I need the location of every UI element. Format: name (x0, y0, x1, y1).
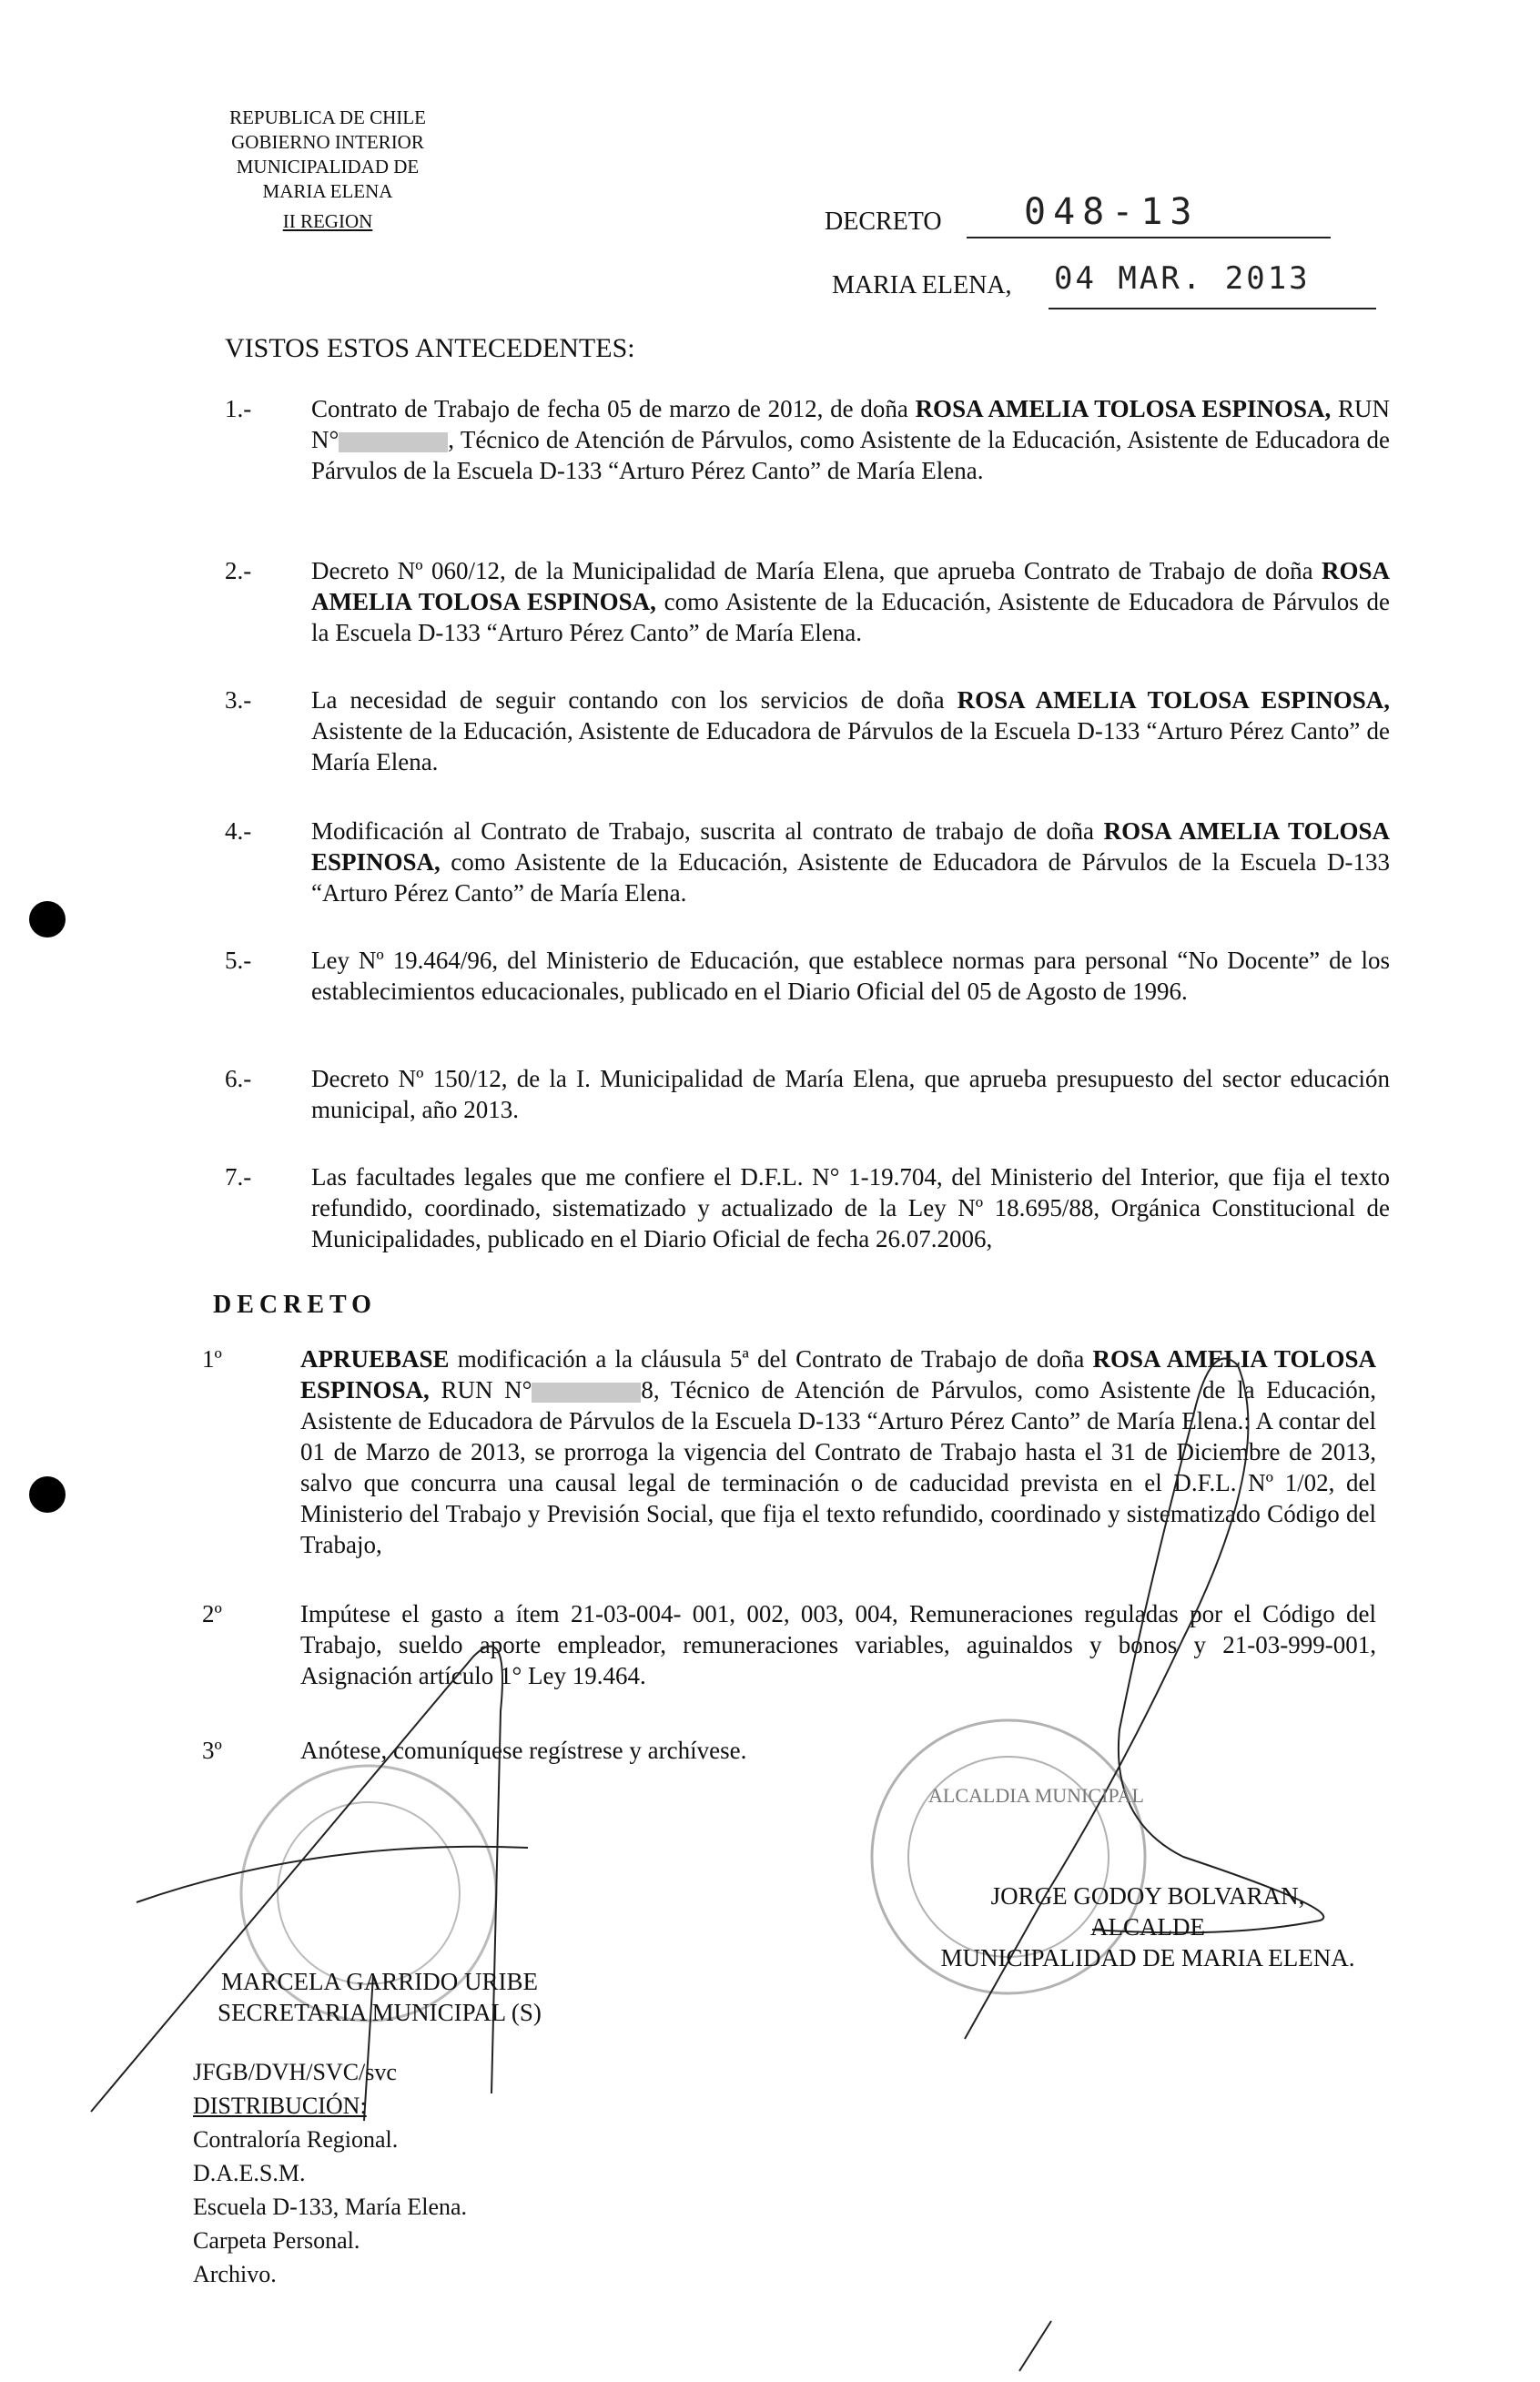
decree-label: DECRETO (825, 208, 942, 236)
text-segment: Decreto Nº 150/12, de la I. Municipalidad de María Elena, que aprueba presupuesto del sector educación municipal, año 2013. (311, 1065, 1390, 1123)
redacted-run (339, 432, 448, 452)
item-text (311, 393, 1390, 486)
secretary-name: MARCELA GARRIDO URIBE (220, 1968, 539, 1995)
text-segment: modificación a la cláusula 5ª del Contrato de Trabajo de doña (449, 1345, 1093, 1373)
text-segment: como Asistente de la Educación, Asistente de Educadora de Párvulos de la Escuela D-133 “Arturo Pérez Canto” de María Elena. (311, 588, 1390, 646)
bold-text: APRUEBASE (300, 1345, 450, 1373)
item-number: 2.- (225, 557, 252, 584)
item-number: 3º (202, 1737, 222, 1764)
item-text (300, 1343, 1376, 1560)
text-segment: , Técnico de Atención de Párvulos, como Asistente de la Educación, Asistente de Educadora de Párvulos de la Escuela D-133 “Arturo Pérez Canto” de María Elena. (311, 426, 1390, 484)
resolution-item (202, 1735, 1376, 1766)
bold-text: ROSA AMELIA TOLOSA ESPINOSA, (311, 557, 1390, 615)
recipient: D.A.E.S.M. (193, 2160, 306, 2186)
bold-text: ROSA AMELIA TOLOSA ESPINOSA, (311, 817, 1390, 876)
item-number: 1º (202, 1345, 222, 1373)
bold-text: ROSA AMELIA TOLOSA ESPINOSA, (915, 395, 1332, 422)
antecedent-item (225, 1063, 1390, 1125)
place-label: MARIA ELENA, (832, 271, 1012, 299)
text-segment: Asistente de la Educación, Asistente de Educadora de Párvulos de la Escuela D-133 “Arturo Pérez Canto” de María Elena. (311, 717, 1390, 775)
item-text (300, 1598, 1376, 1691)
antecedent-item (225, 555, 1390, 648)
item-text (311, 945, 1390, 1007)
mayor-name: JORGE GODOY BOLVARAN, (990, 1882, 1305, 1910)
secretary-signature-block (193, 1966, 566, 2028)
text-segment: Modificación al Contrato de Trabajo, suscrita al contrato de trabajo de doña (311, 817, 1104, 845)
header-line: MARIA ELENA (262, 180, 393, 202)
mayor-signature-block (929, 1880, 1366, 1973)
header-line: MUNICIPALIDAD DE (236, 156, 420, 177)
antecedent-item (225, 816, 1390, 908)
vistos-title: VISTOS ESTOS ANTECEDENTES: (225, 333, 635, 363)
text-segment: RUN N° (429, 1376, 532, 1404)
mayor-institution: MUNICIPALIDAD DE MARIA ELENA. (940, 1944, 1355, 1971)
secretary-title: SECRETARIA MUNICIPAL (S) (218, 1999, 542, 2026)
item-text (311, 1063, 1390, 1125)
binder-hole (29, 1476, 66, 1513)
item-text (311, 684, 1390, 777)
bold-text: ROSA AMELIA TOLOSA ESPINOSA, (300, 1345, 1376, 1404)
text-segment: Anótese, comuníquese regístrese y archívese. (300, 1737, 747, 1764)
item-text (311, 1161, 1390, 1254)
antecedent-item (225, 684, 1390, 777)
decreto-title: DECRETO (213, 1291, 377, 1319)
header-region: II REGION (282, 210, 373, 232)
mayor-title: ALCALDE (1090, 1913, 1205, 1941)
recipient: Contraloría Regional. (193, 2126, 399, 2153)
antecedent-item (225, 1161, 1390, 1254)
header-line: GOBIERNO INTERIOR (231, 131, 424, 153)
recipient: Escuela D-133, María Elena. (193, 2194, 468, 2220)
text-segment: La necesidad de seguir contando con los servicios de doña (311, 686, 957, 714)
decree-date-stamp: 04 MAR. 2013 (1054, 260, 1311, 297)
distribution-block (193, 2055, 467, 2291)
item-text (300, 1735, 1376, 1766)
decree-number-line (967, 237, 1331, 238)
initials: JFGB/DVH/SVC/svc (193, 2059, 397, 2085)
item-number: 4.- (225, 817, 252, 845)
pen-mark (1019, 2321, 1051, 2371)
text-segment: Ley Nº 19.464/96, del Ministerio de Educación, que establece normas para personal “No Docente” de los establecimientos educacionales, publicado en el Diario Oficial del 05 de Agosto de 1996. (311, 947, 1390, 1005)
item-number: 2º (202, 1600, 222, 1627)
resolution-item (202, 1343, 1376, 1560)
text-segment: 8, Técnico de Atención de Párvulos, como Asistente de la Educación, Asistente de Educadora de Párvulos de la Escuela D-133 “Arturo Pérez Canto” de María Elena.: A contar del 01 de Marzo de 2013, se prorroga la vigencia del Contrato de Trabajo hasta el 31 de Diciembre de 2013, salvo que concurra una causal legal de terminación o de caducidad prevista en el D.F.L. Nº 1/02, del Ministerio del Trabajo y Previsión Social, que fija el texto refundido, coordinado y sistematizado Código del Trabajo, (300, 1376, 1376, 1558)
date-line (1049, 308, 1376, 309)
text-segment: Decreto Nº 060/12, de la Municipalidad de María Elena, que aprueba Contrato de Trabajo de doña (311, 557, 1322, 584)
secretary-signature (91, 1647, 528, 2121)
header-line: REPUBLICA DE CHILE (229, 106, 426, 128)
item-number: 6.- (225, 1065, 252, 1092)
item-text (311, 816, 1390, 908)
item-number: 5.- (225, 947, 252, 974)
text-segment: Impútese el gasto a ítem 21-03-004- 001, 002, 003, 004, Remuneraciones reguladas por el Código del Trabajo, sueldo aporte empleador, remuneraciones variables, aguinaldos y bonos y 21-03-999-001, Asignación artículo 1° Ley 19.464. (300, 1600, 1376, 1689)
recipient: Carpeta Personal. (193, 2227, 360, 2254)
stamp-text: ALCALDIA MUNICIPAL (928, 1784, 1144, 1807)
recipient: Archivo. (193, 2261, 277, 2287)
item-number: 7.- (225, 1163, 252, 1191)
text-segment: Las facultades legales que me confiere el D.F.L. N° 1-19.704, del Ministerio del Interior, que fija el texto refundido, coordinado, sistematizado y actualizado de la Ley Nº 18.695/88, Orgánica Constitucional de Municipalidades, publicado en el Diario Oficial de fecha 26.07.2006, (311, 1163, 1390, 1252)
item-number: 3.- (225, 686, 252, 714)
item-number: 1.- (225, 395, 252, 422)
resolution-item (202, 1598, 1376, 1691)
redacted-run (532, 1383, 641, 1403)
text-segment: RUN N° (311, 395, 1390, 453)
antecedent-item (225, 393, 1390, 486)
decree-number: 048-13 (1024, 191, 1200, 233)
binder-hole (29, 901, 66, 938)
text-segment: Contrato de Trabajo de fecha 05 de marzo de 2012, de doña (311, 395, 916, 422)
distribution-title: DISTRIBUCIÓN: (193, 2093, 367, 2119)
issuer-header (209, 106, 446, 234)
text-segment: como Asistente de la Educación, Asistente de Educadora de Párvulos de la Escuela D-133 “Arturo Pérez Canto” de María Elena. (311, 848, 1390, 907)
antecedent-item (225, 945, 1390, 1007)
item-text (311, 555, 1390, 648)
bold-text: ROSA AMELIA TOLOSA ESPINOSA, (957, 686, 1391, 714)
